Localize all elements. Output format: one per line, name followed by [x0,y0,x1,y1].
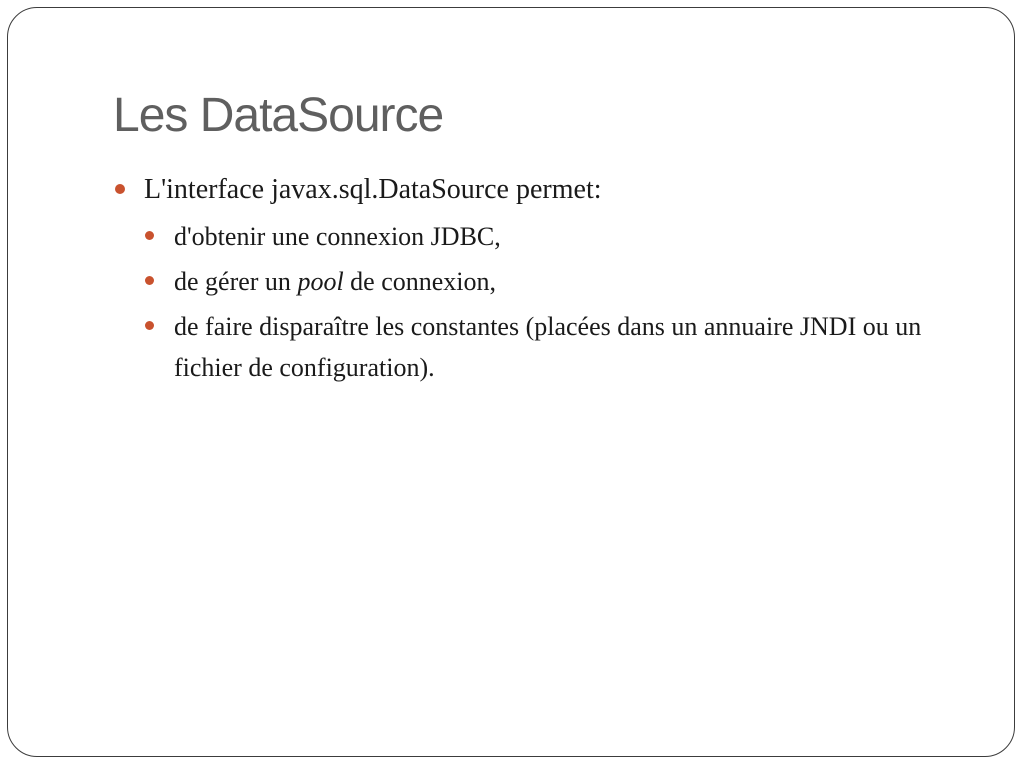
bullet-text: de faire disparaître les constantes (placées dans un annuaire JNDI ou un fichier de configuration). [174,312,922,382]
sub-bullet-item-manage-pool [143,261,933,302]
slide-title: Les DataSource [113,89,444,142]
bullet-dot-icon [145,321,154,330]
sub-bullet-item-remove-constants [143,306,933,388]
bullet-dot-icon [145,231,154,240]
bullet-item-datasource-interface [113,168,933,212]
bullet-text-italic: pool [297,267,344,296]
sub-bullet-item-obtain-connection [143,216,933,257]
bullet-dot-icon [145,276,154,285]
bullet-text-before: de gérer un [174,267,298,296]
bullet-dot-icon [115,184,125,194]
bullet-list [113,168,933,392]
bullet-text: L'interface javax.sql.DataSource permet: [144,174,602,205]
bullet-text-after: de connexion, [343,267,497,296]
bullet-text: d'obtenir une connexion JDBC, [174,222,501,251]
